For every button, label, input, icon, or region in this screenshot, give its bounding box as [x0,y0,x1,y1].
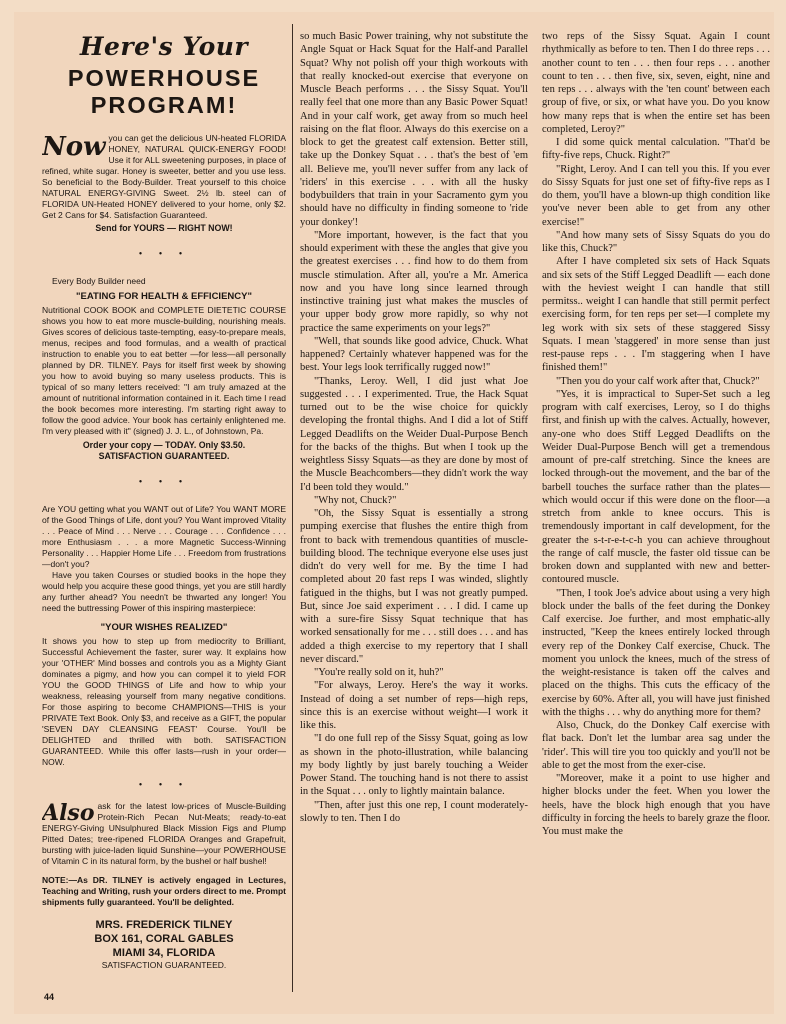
column-divider [292,24,293,992]
page-number: 44 [44,992,55,1002]
eating-heading: "EATING FOR HEALTH & EFFICIENCY" [76,291,252,302]
article-paragraph: "Then, I took Joe's advice about using a very high block under the balls of the feet during the Donkey Calf exercise. Joe further, and most emphatic-ally instructed, "Keep the knees entirely locked through every rep of the Donkey Calf exercise, Chuck. The moment you unlock the knees, much of the stress of the weight-resistance is taken off the calves and placed on the thighs. This cuts the efficacy of the exercise by 60%. After all, you will have just finished with the thighs . . . why do anything more for them? [542,587,770,718]
separator-stars-1: • • • [138,249,190,260]
article-paragraph: so much Basic Power training, why not substitute the Angle Squat or Hack Squat for the Half-and Parallel Squat? Why not polish off your thigh workouts with that really knocked-out exercise that everyone on Muscle Beach performs . . . the Sissy Squat. You'll really feel that one more than any Basic Power Squat! And in your calf work, get away from so much heel raising on the flat floor. Always do this exercise on a block to get the greatest calf extension. Better still, take up the Donkey Squat . . . that's the best of 'em all. Believe me, you'll never suffer from any lack of 'riders' in this exercise . . . with all the husky bodybuilders that train in your Sacramento gym you should have no difficulty in finding someone to 'ride your donkey'! [300,31,528,228]
article-paragraph: "And how many sets of Sissy Squats do you do like this, Chuck?" [542,229,770,254]
ad-main-title: POWERHOUSE PROGRAM! [67,65,261,118]
send-for-line: Send for YOURS — RIGHT NOW! [95,223,233,233]
wishes-heading: "YOUR WISHES REALIZED" [100,622,228,633]
order-line-1: Order your copy — TODAY. Only $3.50. [82,440,246,450]
magazine-page [14,12,774,1014]
article-paragraph: "Moreover, make it a point to use higher and higher blocks under the feet. When you lower the heels, have the block high enough that you have difficulty in forcing the heels to barely graze the floor. You must make the [542,773,770,837]
address-box: BOX 161, CORAL GABLES [94,933,234,945]
address-name: MRS. FREDERICK TILNEY [95,919,233,931]
also-word: Also [42,800,95,826]
article-paragraph: "Thanks, Leroy. Well, I did just what Joe suggested . . . I experimented. True, the Hack Squat turned out to be the wise choice for quickly developing the frontal thighs. And I did a lot of Stiff Legged Deadlifts on the Weider Dual-Purpose Bench for the backs of the thighs. But when I took up the weightless Sissy Squats—as they are done by most of the Muscle Beachcombers—they didn't work the way I'd been told they would." [300,375,528,493]
article-paragraph: "Then you do your calf work after that, Chuck?" [556,375,760,387]
wishes-block [42,504,286,768]
article-column-2 [300,30,528,1008]
cookbook-block [42,276,286,461]
article-paragraph: "More important, however, is the fact that you should experiment with these the angles that give you the greatest exercises . . . find how to do them from muscle stimulation. After all, you're a Mr. America now and you have long since learned through instinctive training just what makes the muscles of your upper body grow more rapidly, so why not practice the same experiments on your legs?" [300,229,528,334]
wishes-intro-2: Have you taken Courses or studied books in the hope they would help you acquire these good things, yet you are still hardly any further ahead? You needn't be thwarted any longer! You need the buttressing Power of this inspiring masterpiece: [42,570,286,613]
separator-stars-3: • • • [138,780,190,791]
order-line-2: SATISFACTION GUARANTEED. [98,451,230,461]
article-paragraph: Also, Chuck, do the Donkey Calf exercise with flat back. Don't let the lumbar area sag under the 'rider'. This will tire you too quickly and you'll not be able to get the most from the exer-cise. [542,720,770,771]
article-paragraph: "Right, Leroy. And I can tell you this. If you ever do Sissy Squats for just one set of fifty-five reps as I do them, you'll have a blown-up thigh condition like you've never been able to get from any other exercise!" [542,163,770,228]
article-paragraph: "You're really sold on it, huh?" [314,667,444,678]
address-block [42,918,286,970]
ad-script-title: Here's Your [79,32,249,61]
separator-stars-2: • • • [138,477,190,488]
honey-block [42,133,286,233]
need-line: Every Body Builder need [52,276,146,286]
cookbook-text: Nutritional COOK BOOK and COMPLETE DIETETIC COURSE shows you how to eat more muscle-building, nourishing meals. Gives scores of delicious taste-tempting, easy-to-prepare meals, menus, recipes and food formulas, and a wealth of practical instruction to enable you to eat better —for less—all personally planned by DR. TILNEY. Pays for itself first week by showing you how to avoid buying so many useless products. This is typical of so many letters received: "I am truly amazed at the amount of nutritional information contained in it. Each time I read the book becomes more interesting. I'm starting right away to follow the good advice. Your book has certainly enlightened me. I'm very pleased with it" (signed) J. J. L., of Johnstown, Pa. [42,305,286,436]
advertisement-column [42,30,286,1008]
article-column-3 [542,30,770,1008]
also-block [42,801,286,908]
article-paragraph: "Then, after just this one rep, I count moderately-slowly to ten. Then I do [300,799,528,824]
article-paragraph: "Oh, the Sissy Squat is essentially a strong pumping exercise that flushes the entire thigh from front to back with tremendous quantities of muscle-building blood. The technique everyone else uses just didn't do very well for me. By the time I had completed about 20 fast reps I was winded, slightly fatigued in the thighs, but I was not greatly pumped. But, since Joe said experiment . . . I did. I came up with a sure-fire Sissy Squat technique that has worked sensationally for me . . . still does . . . and has added a thigh exercise to my repertory that I shall never discard." [300,508,528,665]
article-paragraph: two reps of the Sissy Squat. Again I count rhythmically as before to ten. Then I do three reps . . . another count to ten . . . then four reps . . . another count to ten . . . then five, six, seven, eight, nine and ten reps . . . always with the 'ten count' between each group of five, or six, or what have you. Do you know how many reps that is when the entire set has been completed, Leroy?" [542,31,770,135]
article-paragraph: "Yes, it is impractical to Super-Set such a leg program with calf exercises, Leroy, so I do thighs first, and finish up with the calves. Actually, however, any-one who does Stiff Legged Deadlifts on the Weider Dual-Purpose Bench will get a tremendous amount of pre-calf stretching. Since the knees are locked through-out the movement, and the bar of the barbell touches the surface rather than the plates—which would occur if this were done on the floor—a stretch from ankle to knee occurs. This is tremendously important in calf development, for the greater the s-t-r-e-t-c-h you can achieve throughout the range of calf muscle, the faster old tissue can be broken down and supplanted with new and better-contoured muscle. [542,388,770,586]
article-paragraph: After I have completed six sets of Hack Squats and six sets of the Stiff Legged Deadlift — each done with the heviest weight I can handle that still permitss.. weight I can handle that still permit perfect exercising form, for ten reps per set—I complete my leg work with six sets of these staggered Sissy Squats. I mean 'staggered' in more sense than just rest-pause reps . . . I'm staggering when I have finished them!" [542,256,770,374]
now-word: Now [42,132,106,162]
address-guarantee: SATISFACTION GUARANTEED. [101,960,227,970]
article-paragraph: "Why not, Chuck?" [314,494,397,506]
note-text: NOTE:—As DR. TILNEY is actively engaged in Lectures, Teaching and Writing, rush your orders direct to me. Prompt shipments fully guaranteed. You'll be delighted. [42,875,286,907]
wishes-intro: Are YOU getting what you WANT out of Life? You WANT MORE of the Good Things of Life, dont you? You Want improved Vitality . . . Peace of Mind . . . Nerve . . . Courage . . . Confidence . . . more Enthusiasm . . . a more Magnetic Success-Winning Personality . . . Happier Home Life . . . Freedom from frustrations—don't you? [42,504,286,569]
also-text: ask for the latest low-prices of Muscle-Building Protein-Rich Pecan Nut-Meats; ready-to-eat ENERGY-Giving UNsulphured Black Mission Figs and Plump Pitted Dates; tree-ripened FLORIDA Oranges and Grapefruit, bursting with juice-laden liquid Sunshine—your POWERHOUSE of Vitamin C in its natural form, by the bushel or half bushel! [42,801,286,866]
article-paragraph: "Well, that sounds like good advice, Chuck. What happened? Certainly whatever happened was for the best. Your legs look terrifically rugged now!" [300,335,528,374]
article-paragraph: I did some quick mental calculation. "That'd be fifty-five reps, Chuck. Right?" [542,137,770,162]
address-city: MIAMI 34, FLORIDA [112,947,216,959]
article-paragraph: "For always, Leroy. Here's the way it works. Instead of doing a set number of reps—high reps, since this is an exercise without weight—I work it like this. [300,680,528,731]
honey-text: you can get the delicious UN-heated FLORIDA HONEY, NATURAL QUICK-ENERGY FOOD! Use it for ALL sweetening purposes, in place of refined, white sugar. Honey is sweeter, better and you use less. So beneficial to the Body-Builder. Treat yourself to this choice NATURAL ENERGY-GIVING Sweet. 2½ lb. steel can of FLORIDA UN-Heated HONEY delivered to your home, only $2. Get 2 Cans for $4. Satisfaction Guaranteed. [42,133,286,220]
article-paragraph: "I do one full rep of the Sissy Squat, going as low as shown in the photo-illustration, while balancing my body lightly by just barely touching a Weider Power Stand. The touching hand is not there to assist in the Squat . . . only to lightly maintain balance. [300,733,528,798]
wishes-text: It shows you how to step up from mediocrity to Brilliant, Successful Achievement the faster, surer way. It explains how your 'OTHER' Mind bosses and controls you as a Mighty Giant dominates a pigmy, and how you can compel it to yield FOR YOU the GOOD THINGS of Life and how to whip your weakness, releasing yourself from many negative conditions. For those aspiring to become CHAMPIONS—THIS is your PRIVATE Text Book. Only $3, and receive as a GIFT, the popular 'SEVEN DAY CLEANSING FEAST' Course. You'll be DELIGHTED and thrilled with both. SATISFACTION GUARANTEED. While this offer lasts—rush in your order—NOW. [42,636,286,767]
